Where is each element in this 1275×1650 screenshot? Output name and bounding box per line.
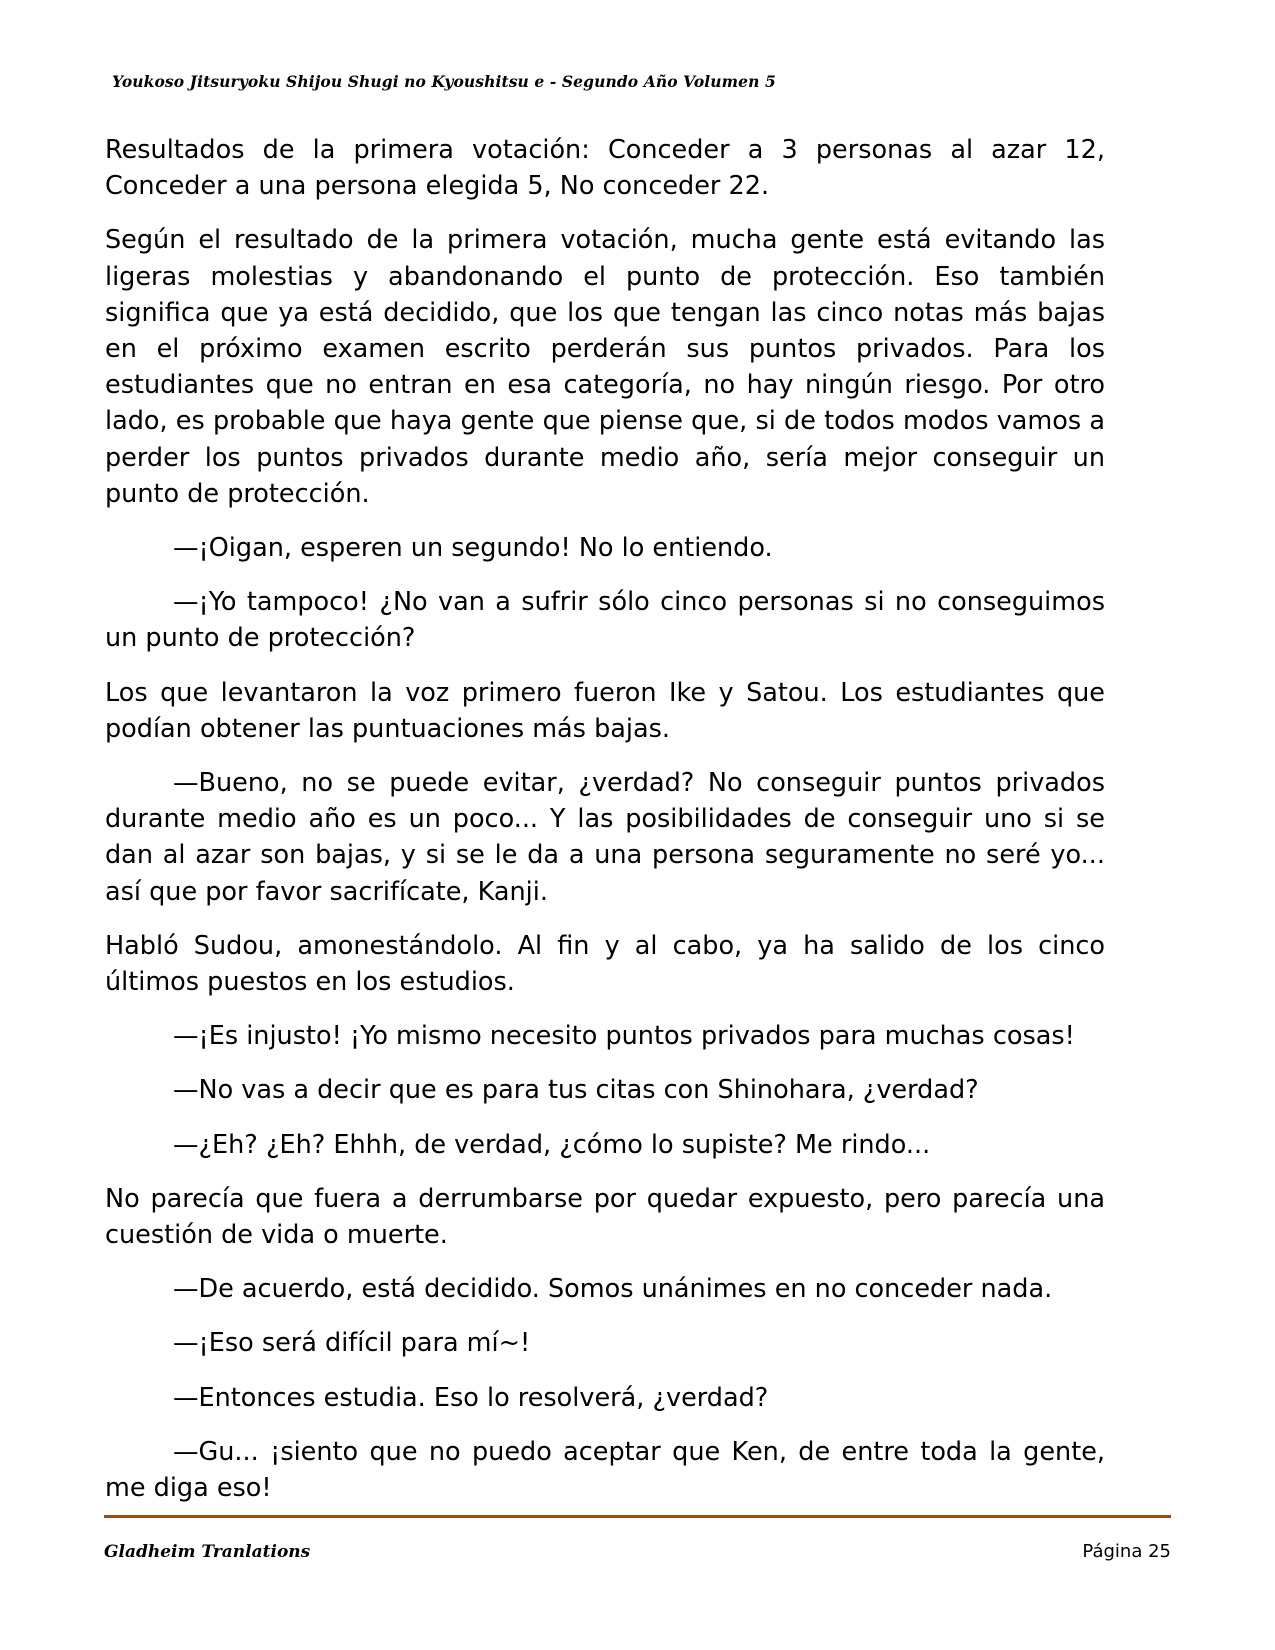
- paragraph-dialogue: —Entonces estudia. Eso lo resolverá, ¿verdad?: [173, 1382, 769, 1413]
- paragraph-dialogue: —¡Oigan, esperen un segundo! No lo entiendo.: [173, 533, 773, 564]
- paragraph-dialogue: —¡Yo tampoco! ¿No van a sufrir sólo cinco personas si no conseguimos un punto de protección?: [105, 587, 1105, 654]
- footer-credit: Gladheim Tranlations: [104, 1542, 311, 1562]
- page-number: Página 25: [1082, 1541, 1171, 1562]
- paragraph-dialogue: —De acuerdo, está decidido. Somos unánimes en no conceder nada.: [173, 1274, 1053, 1305]
- paragraph-dialogue: —No vas a decir que es para tus citas con Shinohara, ¿verdad?: [173, 1075, 979, 1106]
- paragraph: Resultados de la primera votación: Conceder a 3 personas al azar 12, Conceder a una persona elegida 5, No conceder 22.: [105, 135, 1105, 202]
- paragraph: Los que levantaron la voz primero fueron Ike y Satou. Los estudiantes que podían obtener las puntuaciones más bajas.: [105, 677, 1105, 744]
- paragraph: Habló Sudou, amonestándolo. Al fin y al cabo, ya ha salido de los cinco últimos puestos en los estudios.: [105, 930, 1105, 998]
- paragraph-dialogue: —Bueno, no se puede evitar, ¿verdad? No conseguir puntos privados durante medio año es un poco... Y las posibilidades de conseguir uno si se dan al azar son bajas, y si se le da a una persona seguramente no seré yo... así que por favor sacrifícate, Kanji.: [105, 768, 1105, 907]
- footer-divider: [104, 1515, 1171, 1518]
- page-content: [105, 132, 1105, 1524]
- page-header-title: Youkoso Jitsuryoku Shijou Shugi no Kyoushitsu e - Segundo Año Volumen 5: [112, 72, 776, 91]
- paragraph: No parecía que fuera a derrumbarse por quedar expuesto, pero parecía una cuestión de vida o muerte.: [105, 1183, 1105, 1251]
- paragraph-dialogue: —¡Eso será difícil para mí~!: [173, 1328, 531, 1359]
- paragraph-dialogue: —¡Es injusto! ¡Yo mismo necesito puntos privados para muchas cosas!: [173, 1021, 1075, 1052]
- paragraph-dialogue: —Gu... ¡siento que no puedo aceptar que Ken, de entre toda la gente, me diga eso!: [105, 1436, 1105, 1504]
- paragraph-dialogue: —¿Eh? ¿Eh? Ehhh, de verdad, ¿cómo lo supiste? Me rindo...: [173, 1129, 931, 1160]
- page-footer: [104, 1541, 1171, 1562]
- paragraph: Según el resultado de la primera votación, mucha gente está evitando las ligeras molestias y abandonando el punto de protección. Eso también significa que ya está decidido, que los que tengan las cinco notas más bajas en el próximo examen escrito perderán sus puntos privados. Para los estudiantes que no entran en esa categoría, no hay ningún riesgo. Por otro lado, es probable que haya gente que piense que, si de todos modos vamos a perder los puntos privados durante medio año, sería mejor conseguir un punto de protección.: [105, 225, 1105, 509]
